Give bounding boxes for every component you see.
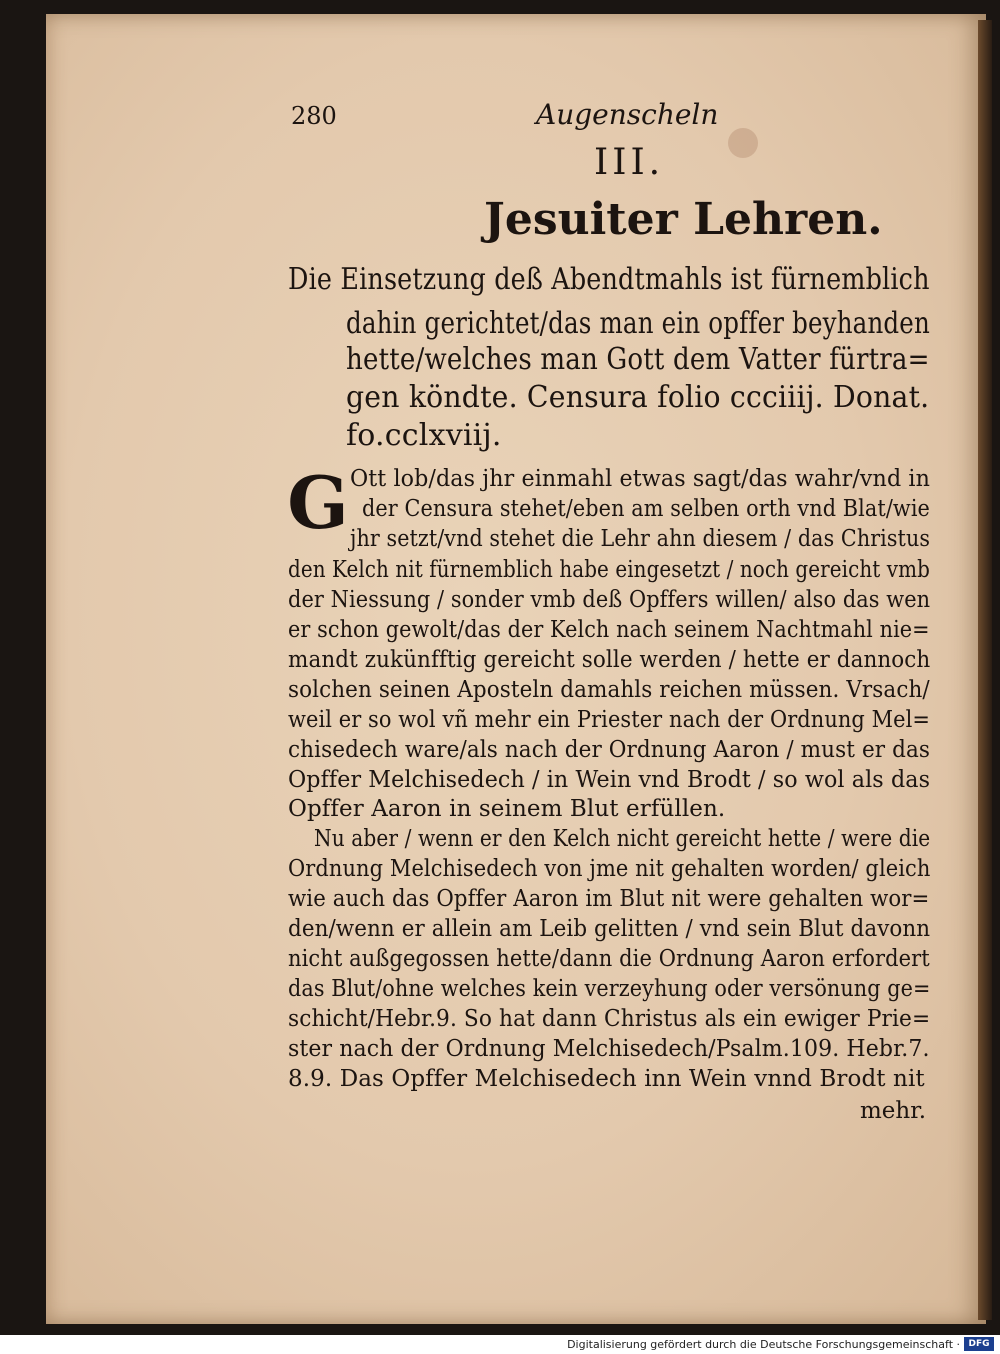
- body-line: Ordnung Melchisedech von jme nit gehalten worden/ gleich: [288, 856, 931, 882]
- drop-capital: G: [287, 460, 349, 545]
- running-head: Augenscheln: [536, 98, 719, 131]
- body-line: den/wenn er allein am Leib gelitten / vnd sein Blut davonn: [288, 916, 931, 942]
- body-line: der Niessung / sonder vmb deß Opffers willen/ also das wen: [288, 587, 931, 613]
- doctrine-line: gen köndte. Censura folio ccciiij. Donat.: [346, 380, 930, 415]
- body-line: nicht außgegossen hette/dann die Ordnung Aaron erfordert: [288, 946, 930, 972]
- body-line: Opffer Aaron in seinem Blut erfüllen.: [288, 796, 726, 822]
- body-line: das Blut/ohne welches kein verzeyhung oder versönung ge=: [288, 976, 931, 1002]
- body-line: mandt zukünfftig gereicht solle werden / hette er dannoch: [288, 647, 931, 673]
- body-line: Nu aber / wenn er den Kelch nicht gereicht hette / were die: [314, 826, 931, 852]
- body-line: ster nach der Ordnung Melchisedech/Psalm.109. Hebr.7.: [288, 1036, 930, 1062]
- body-line: Ott lob/das jhr einmahl etwas sagt/das wahr/vnd in: [350, 466, 930, 492]
- body-line: der Censura stehet/eben am selben orth vnd Blat/wie: [362, 496, 930, 522]
- digitization-credit: Digitalisierung gefördert durch die Deutsche Forschungsgemeinschaft ·: [567, 1338, 960, 1351]
- body-line: jhr setzt/vnd stehet die Lehr ahn diesem / das Christus: [350, 526, 931, 552]
- body-line: wie auch das Opffer Aaron im Blut nit were gehalten wor=: [288, 886, 930, 912]
- section-number: III.: [594, 142, 665, 183]
- body-line: chisedech ware/als nach der Ordnung Aaron / must er das: [288, 737, 931, 763]
- body-line: solchen seinen Aposteln damahls reichen müssen. Vrsach/: [288, 677, 930, 703]
- body-line: Opffer Melchisedech / in Wein vnd Brodt / so wol als das: [288, 767, 931, 793]
- doctrine-line: Die Einsetzung deß Abendtmahls ist fürnemblich: [288, 262, 930, 297]
- section-title: Jesuiter Lehren.: [484, 194, 883, 245]
- body-line: schicht/Hebr.9. So hat dann Christus als ein ewiger Prie=: [288, 1006, 931, 1032]
- page-number: 280: [291, 102, 337, 130]
- body-line: 8.9. Das Opffer Melchisedech inn Wein vnnd Brodt nit: [288, 1066, 925, 1092]
- paper-stain: [728, 128, 758, 158]
- doctrine-line: hette/welches man Gott dem Vatter fürtra=: [346, 342, 930, 377]
- doctrine-line: dahin gerichtet/das man ein opffer beyhanden: [346, 306, 930, 341]
- body-line: er schon gewolt/das der Kelch nach seinem Nachtmahl nie=: [288, 617, 930, 643]
- body-line: den Kelch nit fürnemblich habe eingesetzt / noch gereicht vmb: [288, 557, 930, 583]
- catchword: mehr.: [860, 1098, 927, 1124]
- doctrine-line: fo.cclxviij.: [346, 418, 502, 453]
- book-spine-edge: [978, 20, 992, 1320]
- body-line: weil er so wol vñ mehr ein Priester nach der Ordnung Mel=: [288, 707, 930, 733]
- dfg-logo: DFG: [964, 1337, 994, 1351]
